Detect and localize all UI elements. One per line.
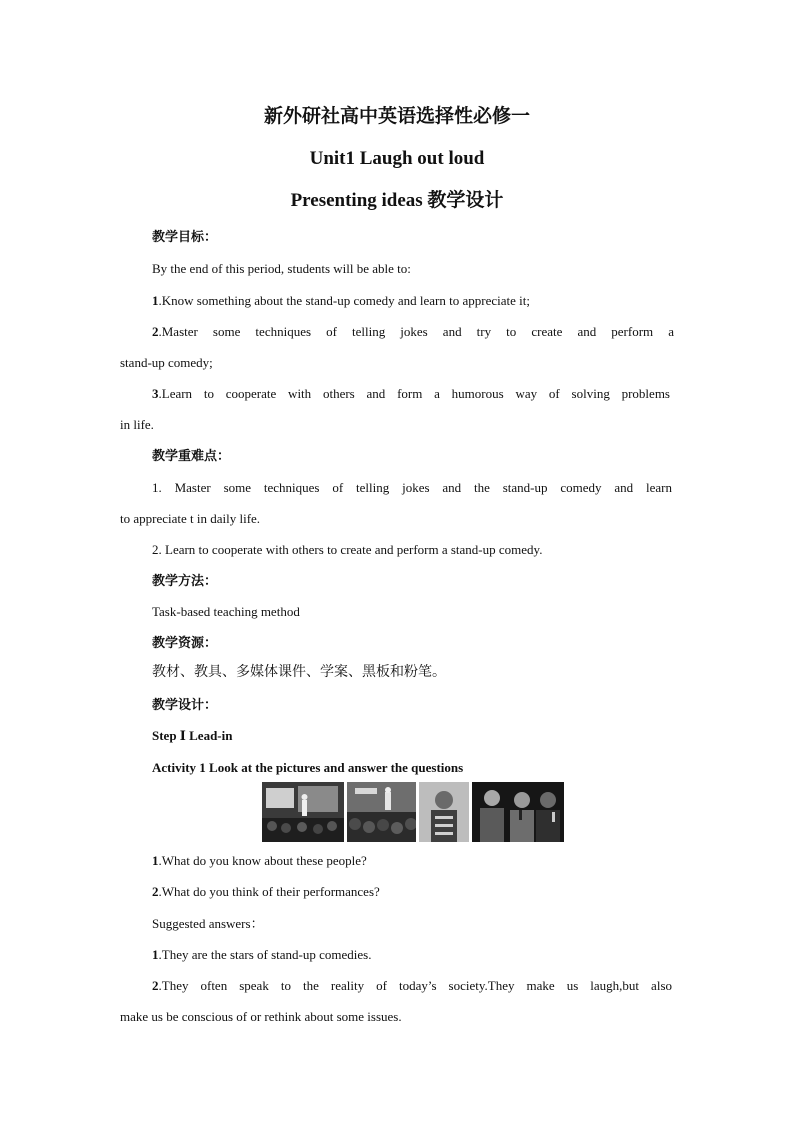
answer-2-line2: make us be conscious of or rethink about some issues. [120, 1009, 402, 1024]
activity-heading: Activity 1 Look at the pictures and answer the questions [152, 760, 464, 775]
suggested-answers-label: Suggested answers： [152, 916, 264, 931]
objective-item-1 [152, 293, 530, 309]
resources-heading: 教学资源： [152, 635, 218, 650]
document-title: 新外研社高中英语选择性必修一 [263, 106, 530, 127]
key-point-1-line2: to appreciate t in daily life. [120, 511, 261, 526]
objective-2-text: .Master some techniques of telling jokes and try to create and perform a [158, 324, 674, 339]
objective-item-3-line2: in life. [120, 417, 154, 432]
resources-text: 教材、教具、多媒体课件、学案、黑板和粉笔。 [152, 665, 446, 680]
answer-1 [152, 947, 371, 963]
objectives-intro: By the end of this period, students will be able to: [152, 261, 411, 276]
comedians-group-photo [472, 782, 564, 842]
objective-3-number: 3 [152, 386, 159, 401]
objectives-heading: 教学目标： [152, 229, 218, 244]
design-heading: 教学设计： [152, 697, 218, 712]
answer-2-text: .They often speak to the reality of today’s society.They make us laugh,but also [158, 978, 672, 993]
objective-1-text: .Know something about the stand-up comedy and learn to appreciate it; [158, 293, 530, 308]
question-1-text: .What do you know about these people? [158, 853, 367, 868]
comedian-portrait-photo [419, 782, 469, 842]
objective-item-3-line1 [152, 386, 670, 402]
objective-1-number: 1 [152, 293, 159, 308]
methods-text: Task-based teaching method [152, 604, 300, 619]
objective-3-text: .Learn to cooperate with others and form a humorous way of solving problems [158, 386, 670, 401]
objective-item-2-line2: stand-up comedy; [120, 355, 213, 370]
question-1 [152, 853, 367, 869]
objective-item-2-line1 [152, 324, 674, 340]
key-point-1-line1: 1. Master some techniques of telling jokes and the stand-up comedy and learn [152, 480, 672, 495]
question-2-text: .What do you think of their performances? [158, 884, 380, 899]
unit-title: Unit1 Laugh out loud [309, 148, 485, 169]
objective-2-number: 2 [152, 324, 159, 339]
comedy-club-photo [347, 782, 417, 842]
answer-2-number: 2 [152, 978, 159, 993]
step-heading: Step Ⅰ Lead-in [152, 728, 233, 743]
question-2 [152, 884, 380, 900]
answer-1-number: 1 [152, 947, 159, 962]
answer-1-text: .They are the stars of stand-up comedies. [158, 947, 372, 962]
comedy-photos [262, 782, 564, 842]
stage-performance-photo [262, 782, 344, 842]
question-2-number: 2 [152, 884, 159, 899]
key-point-2: 2. Learn to cooperate with others to create and perform a stand-up comedy. [152, 542, 543, 557]
methods-heading: 教学方法： [152, 573, 218, 588]
answer-2-line1 [152, 978, 672, 994]
lesson-title: Presenting ideas 教学设计 [290, 190, 504, 211]
key-points-heading: 教学重难点： [152, 448, 231, 463]
question-1-number: 1 [152, 853, 159, 868]
